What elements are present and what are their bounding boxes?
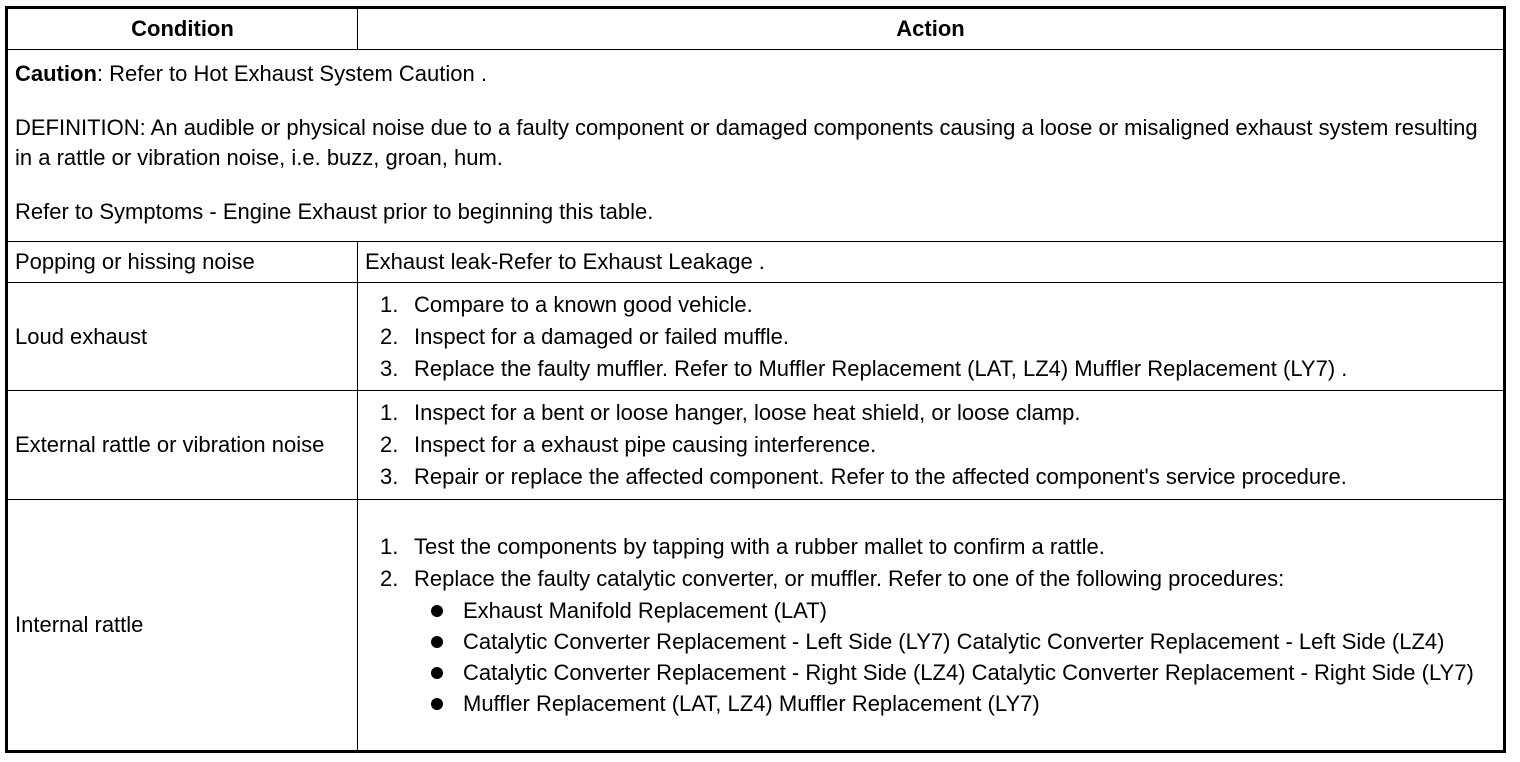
step-item: Inspect for a exhaust pipe causing interference. [414, 432, 877, 457]
action-cell [358, 391, 1504, 500]
procedure-item [463, 595, 1496, 626]
table-row [8, 500, 1504, 751]
notes-cell [8, 50, 1504, 242]
procedure-text: Catalytic Converter Replacement - Left Side (LY7) Catalytic Converter Replacement - Left Side (LZ4) [463, 629, 1445, 654]
procedure-item [463, 657, 1496, 688]
step-list [365, 397, 1496, 493]
diagnostic-table-container [5, 6, 1506, 753]
procedure-text: Muffler Replacement (LAT, LZ4) Muffler Replacement (LY7) [463, 691, 1040, 716]
step-item: Test the components by tapping with a rubber mallet to confirm a rattle. [414, 534, 1105, 559]
bullet-icon [431, 605, 443, 617]
notes-row [8, 50, 1504, 242]
step-list [365, 289, 1496, 385]
bullet-icon [431, 667, 443, 679]
caution-text: : Refer to Hot Exhaust System Caution . [96, 61, 487, 86]
condition-cell: Internal rattle [8, 500, 358, 751]
step-list [365, 531, 1496, 719]
refer-note: Refer to Symptoms - Engine Exhaust prior to beginning this table. [15, 199, 654, 224]
step-item [414, 563, 1496, 719]
procedure-text: Exhaust Manifold Replacement (LAT) [463, 598, 827, 623]
definition-note: DEFINITION: An audible or physical noise due to a faulty component or damaged components causing a loose or misaligned exhaust system resulting in a rattle or vibration noise, i.e. buzz, groan, hum. [15, 115, 1478, 170]
condition-cell: Loud exhaust [8, 283, 358, 391]
step-text: Replace the faulty catalytic converter, or muffler. Refer to one of the following procedures: [414, 566, 1285, 591]
step-item: Replace the faulty muffler. Refer to Muffler Replacement (LAT, LZ4) Muffler Replacement (LY7) . [414, 355, 1348, 381]
condition-cell: External rattle or vibration noise [8, 391, 358, 500]
step-item: Inspect for a bent or loose hanger, loose heat shield, or loose clamp. [414, 400, 1081, 425]
step-item: Compare to a known good vehicle. [414, 291, 753, 317]
condition-cell: Popping or hissing noise [8, 242, 358, 283]
bullet-icon [431, 698, 443, 710]
procedure-item [463, 688, 1496, 719]
action-cell [358, 283, 1504, 391]
procedure-item [463, 626, 1496, 657]
bullet-icon [431, 636, 443, 648]
table-row [8, 283, 1504, 391]
condition-header: Condition [8, 9, 358, 50]
action-cell: Exhaust leak-Refer to Exhaust Leakage . [358, 242, 1504, 283]
table-row [8, 391, 1504, 500]
step-item: Repair or replace the affected component. Refer to the affected component's service procedure. [414, 464, 1347, 489]
procedure-list [414, 595, 1496, 719]
exhaust-noise-diagnostic-table [7, 8, 1504, 751]
caution-note [15, 59, 1496, 89]
action-cell [358, 500, 1504, 751]
caution-label: Caution [15, 61, 97, 86]
table-row [8, 242, 1504, 283]
procedure-text: Catalytic Converter Replacement - Right Side (LZ4) Catalytic Converter Replacement - Right Side (LY7) [463, 660, 1474, 685]
header-row [8, 9, 1504, 50]
step-item: Inspect for a damaged or failed muffle. [414, 323, 790, 349]
action-header: Action [358, 9, 1504, 50]
